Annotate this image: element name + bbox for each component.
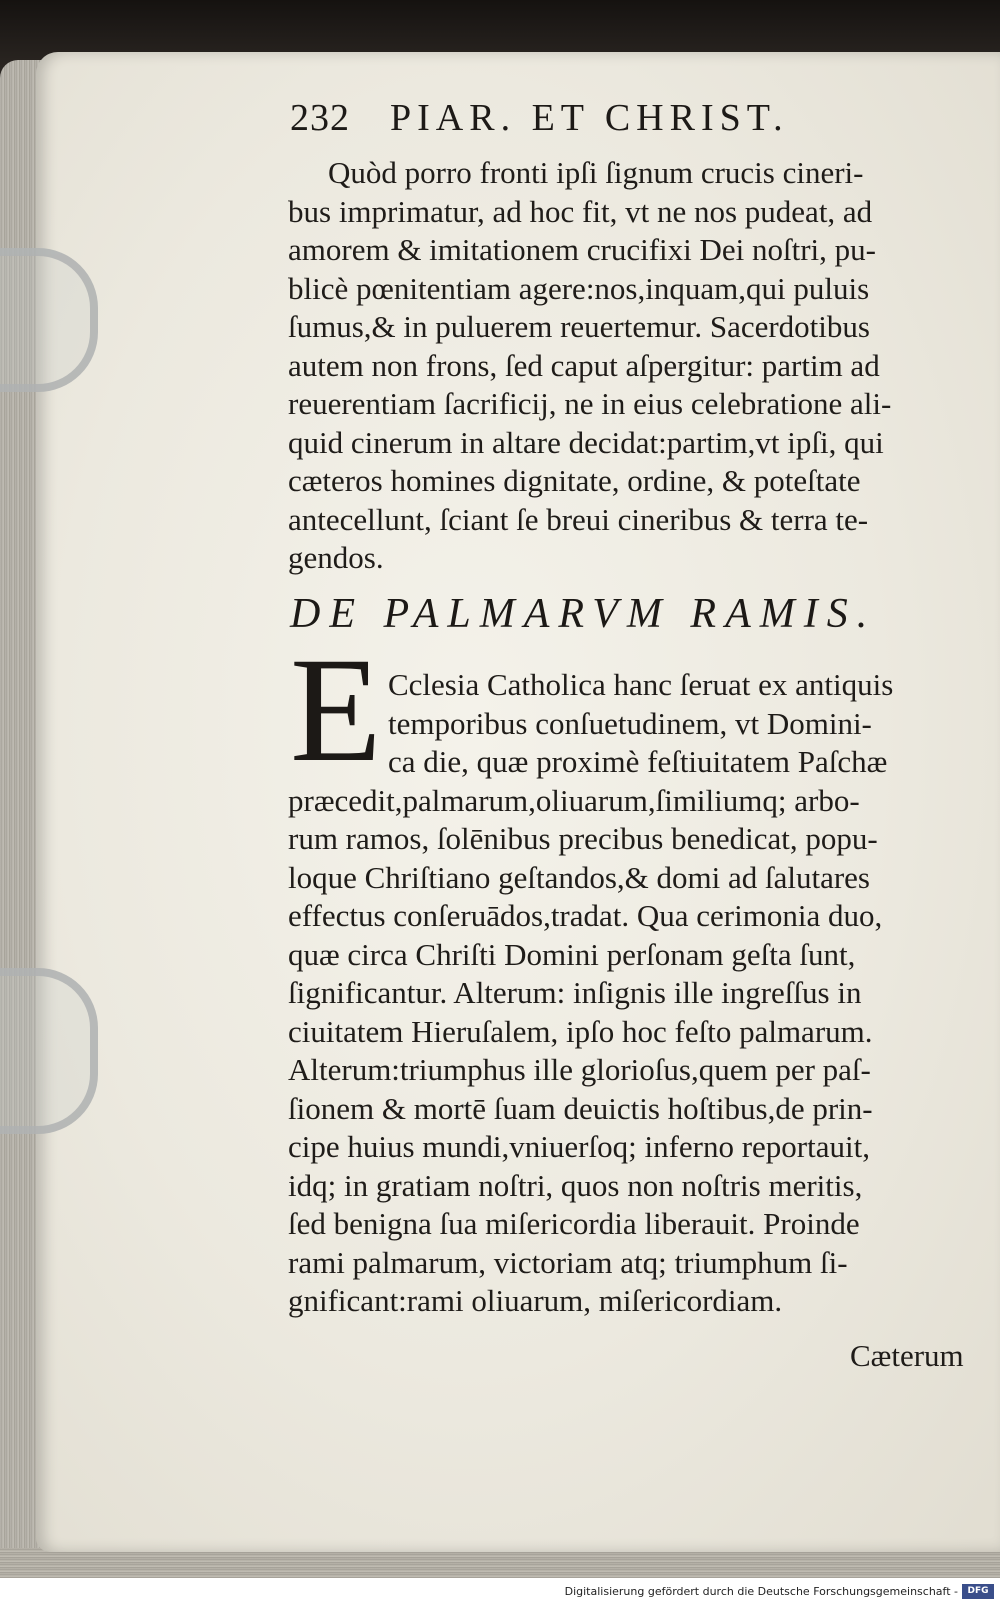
page-clip-bottom bbox=[0, 968, 98, 1134]
text-line: autem non frons, ſed caput aſpergitur: partim ad bbox=[288, 347, 880, 383]
footer-bar bbox=[0, 1578, 1000, 1607]
text-line: idq; in gratiam noſtri, quos non noſtris meritis, bbox=[288, 1167, 863, 1203]
catchword: Cæterum bbox=[850, 1338, 964, 1373]
text-line: ſed benigna ſua miſericordia liberauit. Proinde bbox=[288, 1206, 860, 1241]
text-line: ſignificantur. Alterum: inſignis ille ingreſſus in bbox=[288, 975, 862, 1010]
text-line: gnificant:rami oliuarum, miſericordiam. bbox=[288, 1283, 783, 1318]
text-line: loque Chriſtiano geſtandos,& domi ad ſalutares bbox=[288, 859, 870, 895]
text-line: rami palmarum, victoriam atq; triumphum ſi- bbox=[288, 1244, 848, 1280]
text-line: Alterum:triumphus ille glorioſus,quem per paſ- bbox=[288, 1052, 871, 1087]
page-clip-top bbox=[0, 248, 98, 392]
text-line: effectus conſeruādos,tradat. Qua cerimonia duo, bbox=[288, 898, 883, 933]
text-line: ſionem & mortē ſuam deuictis hoſtibus,de prin- bbox=[288, 1090, 873, 1126]
paragraph-ashes bbox=[288, 154, 968, 578]
dfg-logo-icon: DFG bbox=[962, 1584, 994, 1599]
running-header bbox=[290, 96, 910, 142]
text-line: cæteros homines dignitate, ordine, & poteſtate bbox=[288, 463, 861, 498]
drop-initial: E bbox=[290, 627, 382, 793]
text-line: reuerentiam ſacrificij, ne in eius celebratione ali- bbox=[288, 386, 892, 421]
text-line: præcedit,palmarum,oliuarum,ſimiliumq; arbo- bbox=[288, 782, 860, 818]
text-line: gendos. bbox=[288, 540, 384, 575]
text-line: bus imprimatur, ad hoc fit, vt ne nos pudeat, ad bbox=[288, 193, 873, 229]
page-edges-bottom bbox=[0, 1548, 1000, 1578]
text-line: quid cinerum in altare decidat:partim,vt ipſi, qui bbox=[288, 424, 884, 460]
running-title: PIAR. ET CHRIST. bbox=[390, 97, 789, 139]
text-line: ſumus,& in puluerem reuertemur. Sacerdotibus bbox=[288, 309, 870, 344]
text-line: cipe huius mundi,vniuerſoq; inferno reportauit, bbox=[288, 1129, 870, 1164]
funding-credit: Digitalisierung gefördert durch die Deutsche Forschungsgemeinschaft - bbox=[564, 1585, 958, 1598]
text-line: Cclesia Catholica hanc ſeruat ex antiquis bbox=[388, 667, 894, 702]
section-heading: DE PALMARVM RAMIS. bbox=[290, 591, 877, 637]
text-line: ca die, quæ proximè feſtiuitatem Paſchæ bbox=[388, 744, 888, 779]
text-line: rum ramos, ſolēnibus precibus benedicat, popu- bbox=[288, 821, 878, 856]
text-line: antecellunt, ſciant ſe breui cineribus & terra te- bbox=[288, 501, 869, 537]
page-number: 232 bbox=[290, 97, 350, 139]
text-line: temporibus conſuetudinem, vt Domini- bbox=[388, 705, 872, 741]
text-line: Quòd porro fronti ipſi ſignum crucis cineri- bbox=[328, 155, 864, 190]
text-line: amorem & imitationem crucifixi Dei noſtri, pu- bbox=[288, 232, 876, 267]
text-line: blicè pœnitentiam agere:nos,inquam,qui puluis bbox=[288, 270, 870, 306]
paragraph-palms bbox=[288, 666, 968, 1321]
text-line: quæ circa Chriſti Domini perſonam geſta ſunt, bbox=[288, 936, 856, 972]
text-line: ciuitatem Hieruſalem, ipſo hoc feſto palmarum. bbox=[288, 1013, 873, 1049]
